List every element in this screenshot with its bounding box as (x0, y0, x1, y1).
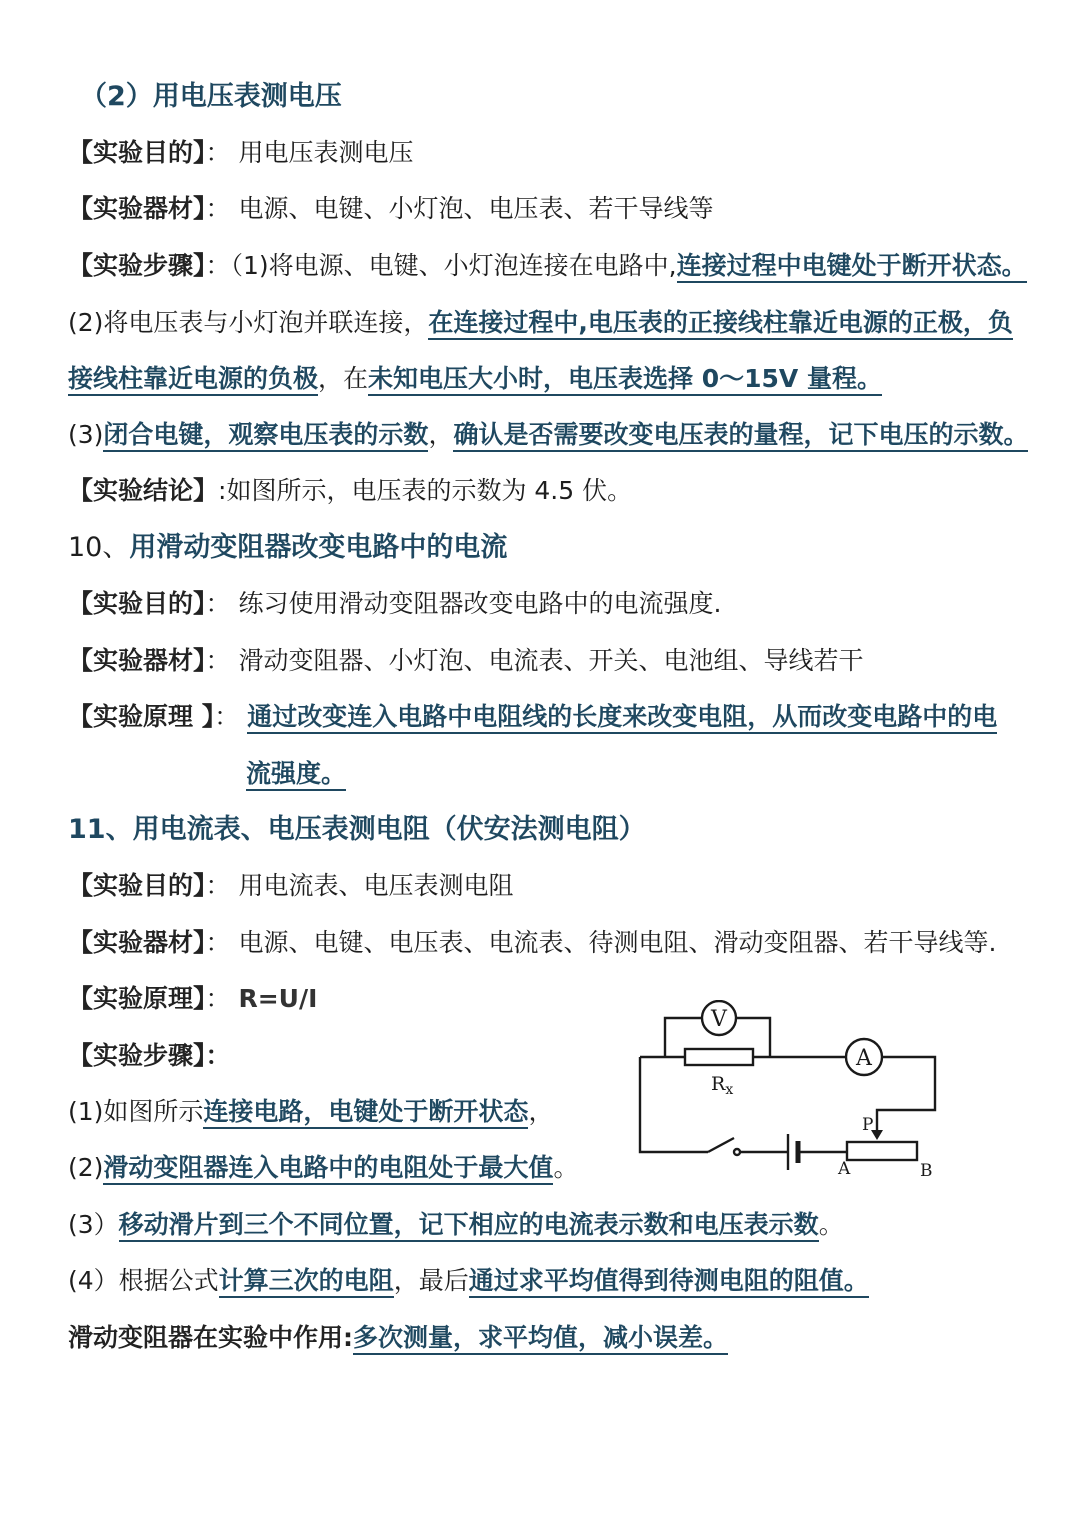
emphasis-compute-three: 计算三次的电阻 (219, 1266, 394, 1298)
emphasis-average: 通过求平均值得到待测电阻的阻值。 (469, 1266, 869, 1298)
voltmeter-icon (702, 1001, 736, 1035)
voltage-materials-line: 【实验器材】： 电源、电键、小灯泡、电压表、若干导线等 (68, 194, 714, 223)
resistance-principle-line: 【实验原理】： R=U/I (68, 984, 318, 1013)
rheostat-principle-line: 【实验原理 】： 通过改变连入电路中电阻线的长度来改变电阻，从而改变电路中的电 (68, 700, 997, 734)
resistor-label: $R_x$ (711, 1073, 734, 1098)
voltage-step1-line: 【实验步骤】：（1)将电源、电键、小灯泡连接在电路中,连接过程中电键处于断开状态。 (68, 249, 1027, 283)
resistor-rx (685, 1049, 753, 1065)
resistance-step3-line: (3）移动滑片到三个不同位置，记下相应的电流表示数和电压表示数。 (68, 1208, 844, 1242)
section-title-rheostat: 用滑动变阻器改变电路中的电流 (129, 532, 508, 563)
resistance-step4-line: (4）根据公式计算三次的电阻，最后通过求平均值得到待测电阻的阻值。 (68, 1264, 869, 1298)
rheostat-end-b: B (920, 1161, 933, 1181)
label-rheostat-role: 滑动变阻器在实验中作用: (68, 1323, 353, 1352)
voltage-conclusion-line (68, 474, 632, 508)
emphasis-connect-circuit: 连接电路，电键处于断开状态 (203, 1097, 528, 1129)
label-steps: 【实验步骤】 (68, 1041, 206, 1070)
resistance-purpose-text: 用电流表、电压表测电阻 (238, 871, 514, 900)
resistance-purpose-line: 【实验目的】： 用电流表、电压表测电阻 (68, 871, 514, 900)
emphasis-rheostat-principle-end: 流强度。 (246, 759, 346, 791)
label-principle: 【实验原理 】 (68, 702, 215, 731)
battery-icon (788, 1134, 798, 1170)
ammeter-icon (846, 1039, 882, 1075)
section-heading-rheostat: 10、用滑动变阻器改变电路中的电流 (68, 532, 508, 563)
label-steps: 【实验步骤】 (68, 251, 206, 280)
rheostat-materials-text: 滑动变阻器、小灯泡、电流表、开关、电池组、导线若干 (238, 646, 864, 675)
emphasis-move-slider: 移动滑片到三个不同位置，记下相应的电流表示数和电压表示数 (119, 1210, 819, 1242)
section-heading-voltage: （2）用电压表测电压 (80, 81, 342, 112)
emphasis-max-resistance: 滑动变阻器连入电路中的电阻处于最大值 (103, 1153, 553, 1185)
resistance-step2-line: (2)滑动变阻器连入电路中的电阻处于最大值。 (68, 1151, 578, 1185)
formula-ohms-law: R=U/I (238, 984, 318, 1013)
circuit-diagram (620, 1000, 960, 1185)
label-purpose: 【实验目的】 (68, 138, 206, 167)
resistance-steps-line: 【实验步骤】： (68, 1041, 231, 1070)
resistance-materials-line: 【实验器材】： 电源、电键、电压表、电流表、待测电阻、滑动变阻器、若干导线等. (68, 928, 997, 957)
label-materials: 【实验器材】 (68, 194, 206, 223)
rheostat-role-line (68, 1321, 728, 1355)
emphasis-terminals: 在连接过程中,电压表的正接线柱靠近电源的正极，负 (428, 308, 1013, 340)
emphasis-range: 未知电压大小时，电压表选择 0～15V 量程。 (368, 364, 882, 396)
label-purpose: 【实验目的】 (68, 871, 206, 900)
voltage-step3-line: (3)闭合电键，观察电压表的示数，确认是否需要改变电压表的量程，记下电压的示数。 (68, 418, 1028, 452)
rheostat-materials-line: 【实验器材】： 滑动变阻器、小灯泡、电流表、开关、电池组、导线若干 (68, 646, 864, 675)
label-materials: 【实验器材】 (68, 646, 206, 675)
emphasis-record-voltage: 确认是否需要改变电压表的量程，记下电压的示数。 (453, 420, 1028, 452)
rheostat-purpose-text: 练习使用滑动变阻器改变电路中的电流强度. (238, 589, 722, 618)
emphasis-switch-open: 连接过程中电键处于断开状态。 (677, 251, 1027, 283)
voltage-conclusion-text: :如图所示，电压表的示数为 4.5 伏。 (218, 476, 633, 505)
voltage-purpose-line: 【实验目的】： 用电压表测电压 (68, 138, 414, 167)
label-purpose: 【实验目的】 (68, 589, 206, 618)
rheostat-end-a: A (838, 1159, 851, 1179)
label-principle: 【实验原理】 (68, 984, 206, 1013)
resistance-materials-text: 电源、电键、电压表、电流表、待测电阻、滑动变阻器、若干导线等. (238, 928, 997, 957)
voltage-materials-text: 电源、电键、小灯泡、电压表、若干导线等 (238, 194, 714, 223)
voltmeter-symbol: V (711, 1007, 727, 1032)
voltage-step2-line: (2)将电压表与小灯泡并联连接，在连接过程中,电压表的正接线柱靠近电源的正极，负 (68, 306, 1013, 340)
label-conclusion: 【实验结论】 (68, 476, 219, 505)
switch-icon (708, 1138, 740, 1155)
rheostat-purpose-line: 【实验目的】： 练习使用滑动变阻器改变电路中的电流强度. (68, 589, 722, 618)
label-materials: 【实验器材】 (68, 928, 206, 957)
voltage-purpose-text: 用电压表测电压 (238, 138, 414, 167)
rheostat-principle-cont-line (246, 757, 346, 791)
voltage-step2-cont-line: 接线柱靠近电源的负极，在未知电压大小时，电压表选择 0～15V 量程。 (68, 362, 882, 396)
emphasis-close-switch: 闭合电键，观察电压表的示数 (103, 420, 428, 452)
section-heading-resistance: 11、用电流表、电压表测电阻（伏安法测电阻） (68, 814, 646, 845)
emphasis-reduce-error: 多次测量，求平均值，减小误差。 (353, 1323, 728, 1355)
emphasis-rheostat-principle: 通过改变连入电路中电阻线的长度来改变电阻，从而改变电路中的电 (247, 702, 997, 734)
rheostat-body (847, 1142, 917, 1160)
ammeter-symbol: A (856, 1046, 872, 1071)
slider-label: P (862, 1115, 874, 1135)
emphasis-negative-terminal: 接线柱靠近电源的负极 (68, 364, 318, 396)
resistance-step1-line: (1)如图所示连接电路，电键处于断开状态， (68, 1095, 553, 1129)
